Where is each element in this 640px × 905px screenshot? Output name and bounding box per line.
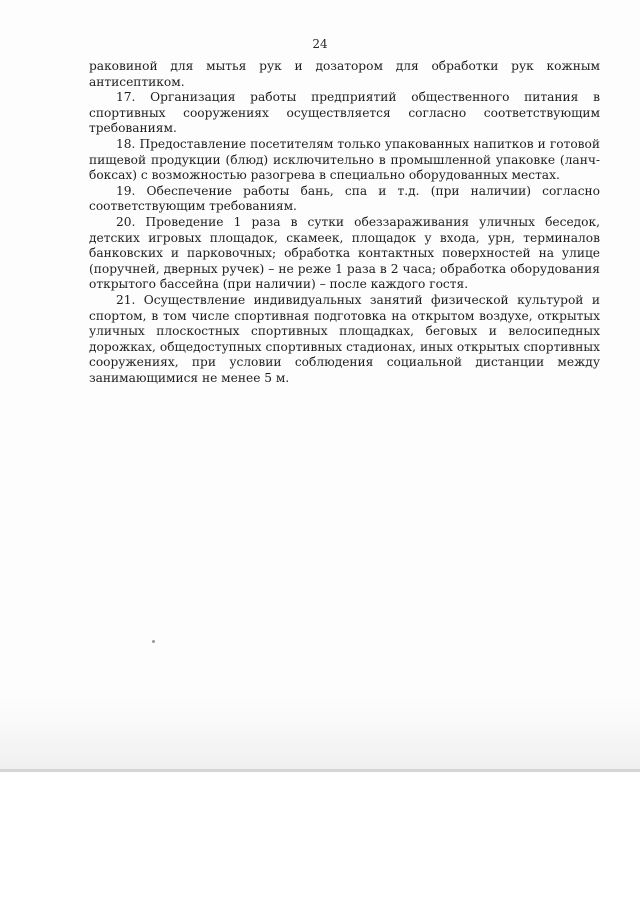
paragraph-continuation: раковиной для мытья рук и дозатором для обработки рук кожным антисептиком. (89, 59, 600, 89)
paragraph-17: 17. Организация работы предприятий общественного питания в спортивных сооружениях осуществляется согласно соответствующим требованиям. (89, 90, 600, 136)
paragraph-20: 20. Проведение 1 раза в сутки обеззараживания уличных беседок, детских игровых площадок, скамеек, площадок у входа, урн, терминалов банковских и парковочных; обработка контактных поверхностей на улице (поручней, дверных ручек) – не реже 1 раза в 2 часа; обработка оборудования открытого бассейна (при наличии) – после каждого гостя. (89, 214, 600, 292)
paragraph-21: 21. Осуществление индивидуальных занятий физической культурой и спортом, в том числе спортивная подготовка на открытом воздухе, открытых уличных плоскостных спортивных площадках, беговых и велосипедных дорожках, общедоступных спортивных стадионах, иных открытых спортивных сооружениях, при условии соблюдения социальной дистанции между занимающимися не менее 5 м. (89, 292, 600, 385)
paragraph-18: 18. Предоставление посетителям только упакованных напитков и готовой пищевой продукции (блюд) исключительно в промышленной упаковке (ланч-боксах) с возможностью разогрева в специально оборудованных местах. (89, 136, 600, 183)
scan-speck (152, 640, 155, 643)
scan-shadow (0, 699, 640, 769)
document-body (89, 59, 600, 386)
page-number: 24 (312, 37, 328, 51)
paragraph-19: 19. Обеспечение работы бань, спа и т.д. (при наличии) согласно соответствующим требованиям. (89, 183, 600, 214)
